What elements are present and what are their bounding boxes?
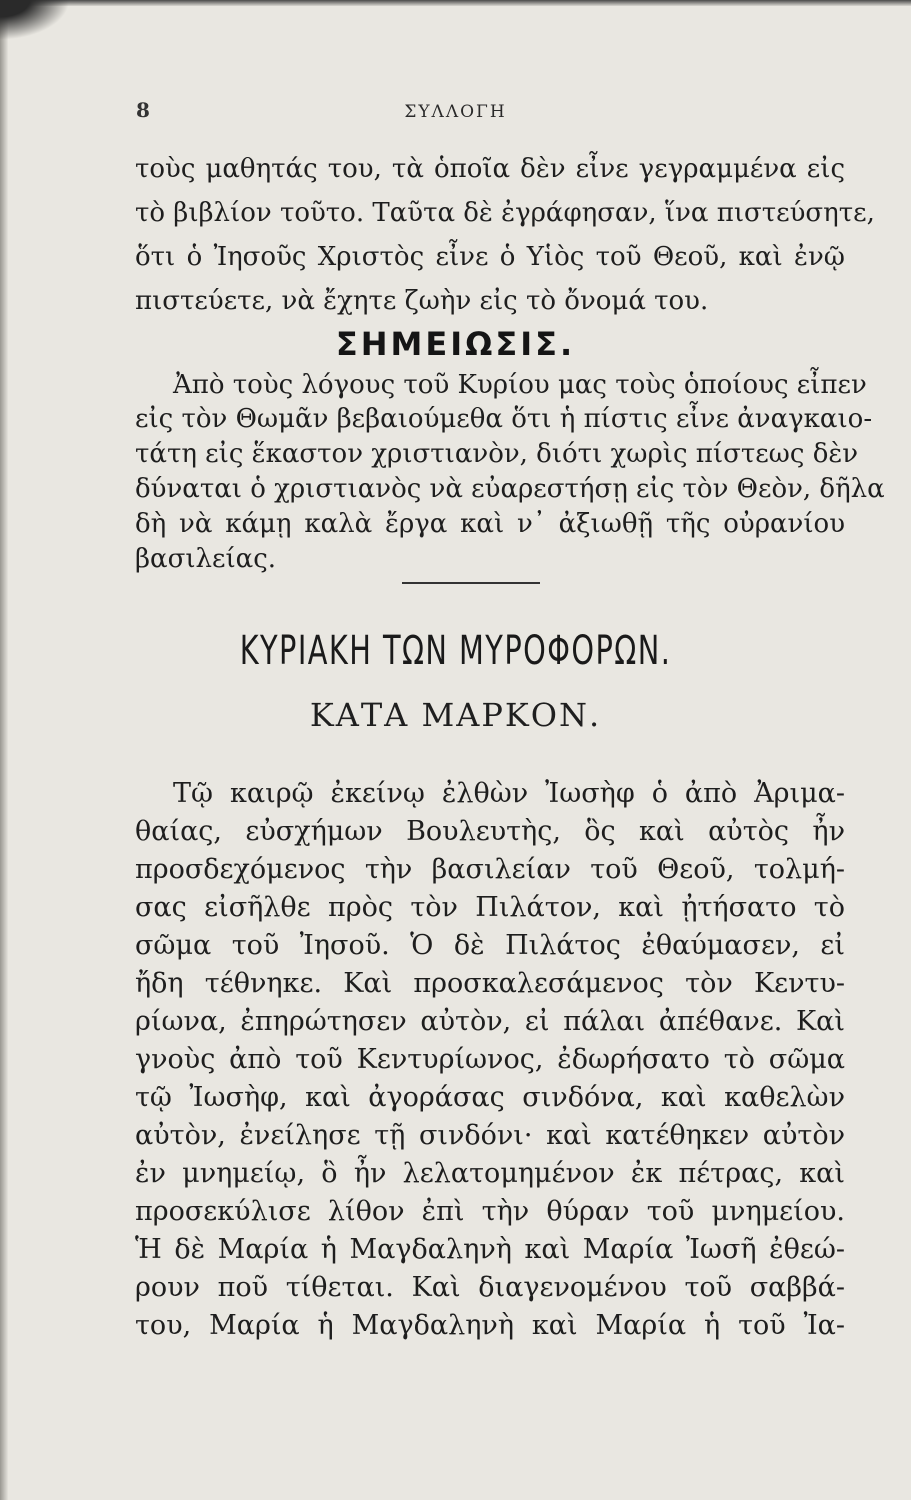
gospel-line: ἤδη τέθνηκε. Καὶ προσκαλεσάμενος τὸν Κεντυ- [135, 968, 845, 999]
gospel-line: θαίας, εὐσχήμων Βουλευτὴς, ὃς καὶ αὐτὸς ἦν [135, 816, 845, 847]
note-line: δὴ νὰ κάμῃ καλὰ ἔργα καὶ ν᾽ ἀξιωθῇ τῆς οὐρανίου [135, 509, 845, 539]
note-line: βασιλείας. [135, 544, 277, 574]
gospel-line: ἐν μνημείῳ, ὃ ἦν λελατομημένον ἐκ πέτρας, καὶ [135, 1158, 845, 1189]
gospel-line: αὐτὸν, ἐνείλησε τῇ σινδόνι· καὶ κατέθηκεν αὐτὸν [135, 1120, 845, 1151]
intro-line: πιστεύετε, νὰ ἔχητε ζωὴν εἰς τὸ ὄνομά του. [135, 286, 709, 316]
gospel-line: προσεκύλισε λίθον ἐπὶ τὴν θύραν τοῦ μνημείου. [135, 1196, 845, 1227]
gospel-line: Ἡ δὲ Μαρία ἡ Μαγδαληνὴ καὶ Μαρία Ἰωσῆ ἐθεώ- [135, 1234, 845, 1265]
note-line: δύναται ὁ χριστιανὸς νὰ εὐαρεστήσῃ εἰς τὸν Θεὸν, δῆλα [135, 474, 885, 504]
gospel-title: ΚΑΤΑ ΜΑΡΚΟΝ. [309, 696, 602, 734]
gospel-line: του, Μαρία ἡ Μαγδαληνὴ καὶ Μαρία ἡ τοῦ Ἰα- [135, 1310, 845, 1341]
note-line: τάτη εἰς ἕκαστον χριστιανὸν, διότι χωρὶς πίστεως δὲν [135, 439, 859, 469]
intro-line: ὅτι ὁ Ἰησοῦς Χριστὸς εἶνε ὁ Υἱὸς τοῦ Θεοῦ, καὶ ἐνῷ [135, 242, 845, 272]
note-line: εἰς τὸν Θωμᾶν βεβαιούμεθα ὅτι ἡ πίστις εἶνε ἀναγκαιο- [135, 404, 873, 434]
intro-line: τοὺς μαθητάς του, τὰ ὁποῖα δὲν εἶνε γεγραμμένα εἰς [135, 154, 845, 184]
section-divider [402, 582, 540, 584]
gospel-line: Τῷ καιρῷ ἐκείνῳ ἐλθὼν Ἰωσὴφ ὁ ἀπὸ Ἀριμα- [173, 778, 845, 809]
running-head: ΣΥΛΛΟΓΗ [404, 102, 507, 122]
gospel-line: ρίωνα, ἐπηρώτησεν αὐτὸν, εἰ πάλαι ἀπέθανε. Καὶ [135, 1006, 845, 1037]
scan-edge-top [0, 0, 911, 6]
note-heading: ΣΗΜΕΙΩΣΙΣ. [335, 325, 576, 363]
gospel-line: τῷ Ἰωσὴφ, καὶ ἀγοράσας σινδόνα, καὶ καθελὼν [135, 1082, 845, 1113]
intro-line: τὸ βιβλίον τοῦτο. Ταῦτα δὲ ἐγράφησαν, ἵνα πιστεύσητε, [135, 198, 875, 228]
gospel-line: ρουν ποῦ τίθεται. Καὶ διαγενομένου τοῦ σαββά- [135, 1272, 845, 1303]
gospel-line: γνοὺς ἀπὸ τοῦ Κεντυρίωνος, ἐδωρήσατο τὸ σῶμα [135, 1044, 845, 1075]
scan-edge-left [0, 0, 8, 1500]
gospel-line: προσδεχόμενος τὴν βασιλείαν τοῦ Θεοῦ, τολμή- [135, 854, 845, 885]
scan-corner-shadow [0, 0, 70, 40]
note-line: Ἀπὸ τοὺς λόγους τοῦ Κυρίου μας τοὺς ὁποίους εἶπεν [173, 370, 867, 400]
section-title: ΚΥΡΙΑΚΗ ΤΩΝ ΜΥΡΟΦΟΡΩΝ. [239, 628, 672, 674]
gospel-line: σας εἰσῆλθε πρὸς τὸν Πιλάτον, καὶ ᾐτήσατο τὸ [135, 892, 845, 923]
gospel-line: σῶμα τοῦ Ἰησοῦ. Ὁ δὲ Πιλάτος ἐθαύμασεν, εἰ [135, 930, 845, 961]
page-number: 8 [136, 98, 150, 122]
